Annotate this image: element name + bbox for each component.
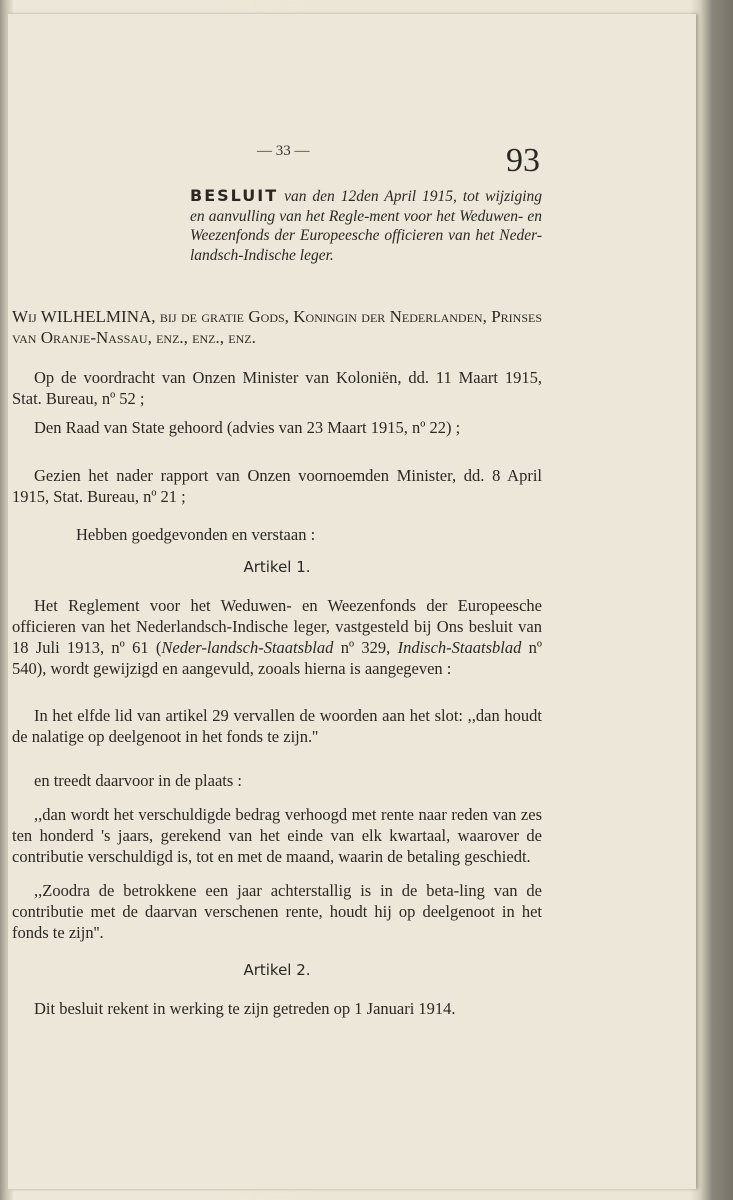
consideration-1: Op de voordracht van Onzen Minister van Koloniën, dd. 11 Maart 1915, Stat. Bureau, nº 52 ; [12, 368, 542, 408]
decree-title-rest: van den 12den April 1915, tot wijziging en aanvulling van het Regle-ment voor het Weduwen- en Weezenfonds der Europeesche officieren van het Neder-landsch-Indische leger. [190, 188, 542, 264]
consideration-3: Gezien het nader rapport van Onzen voornoemden Minister, dd. 8 April 1915, Stat. Bureau, nº 21 ; [12, 466, 542, 506]
article-2-para-1: Dit besluit rekent in werking te zijn getreden op 1 Januari 1914. [34, 999, 456, 1018]
consideration-2: Den Raad van State gehoord (advies van 23 Maart 1915, nº 22) ; [34, 418, 461, 437]
article-1-para-5: ,,Zoodra de betrokkene een jaar achterstallig is in de beta-ling van de contributie met de daarvan verschenen rente, houdt hij op deelgenoot in het fonds te zijn''. [12, 881, 542, 942]
preamble-line2: der Nederlanden, Prinses van Oranje-Nassau, enz., enz., [12, 307, 543, 347]
article-1-para-1-indisch: Indisch-Staatsblad [397, 638, 522, 657]
preamble-line1-rest: bij de gratie Gods, Koningin [159, 307, 357, 326]
article-1-para-3: en treedt daarvoor in de plaats : [34, 771, 242, 790]
decree-title [190, 186, 542, 265]
large-page-number: 93 [506, 142, 540, 179]
decree-title-lead: BESLUIT [190, 186, 279, 205]
preamble-wij: Wij [12, 307, 37, 326]
article-1-para-1 [12, 595, 542, 679]
article-1-para-1-b: nº 329, [333, 638, 398, 657]
decision-line: Hebben goedgevonden en verstaan : [76, 525, 316, 544]
preamble [12, 306, 542, 348]
preamble-line3: enz. [228, 328, 256, 347]
small-page-number: — 33 — [257, 143, 310, 159]
article-2-heading: Artikel 2. [243, 961, 311, 979]
article-1-para-4: ,,dan wordt het verschuldigde bedrag verhoogd met rente naar reden van zes ten honderd 's jaars, gerekend van het einde van elk kwartaal, waarover de contributie verschuldigd is, tot en met de maand, waarin de betaling geschiedt. [12, 805, 542, 866]
preamble-name: WILHELMINA, [40, 307, 156, 326]
article-1-para-1-staatsblad: Neder-landsch-Staatsblad [161, 638, 334, 657]
article-1-para-1-c: nº 540), wordt gewijzigd en aangevuld, zooals hierna is aangegeven : [12, 638, 543, 678]
article-1-heading: Artikel 1. [243, 558, 311, 576]
article-1-para-1-a: Het Reglement voor het Weduwen- en Weezenfonds der Europeesche officieren van het Nederlandsch-Indische leger, vastgesteld bij Ons besluit van 18 Juli 1913, nº 61 ( [12, 596, 542, 657]
article-1-para-2: In het elfde lid van artikel 29 vervallen de woorden aan het slot: ,,dan houdt de nalatige op deelgenoot in het fonds te zijn.'' [12, 706, 542, 746]
